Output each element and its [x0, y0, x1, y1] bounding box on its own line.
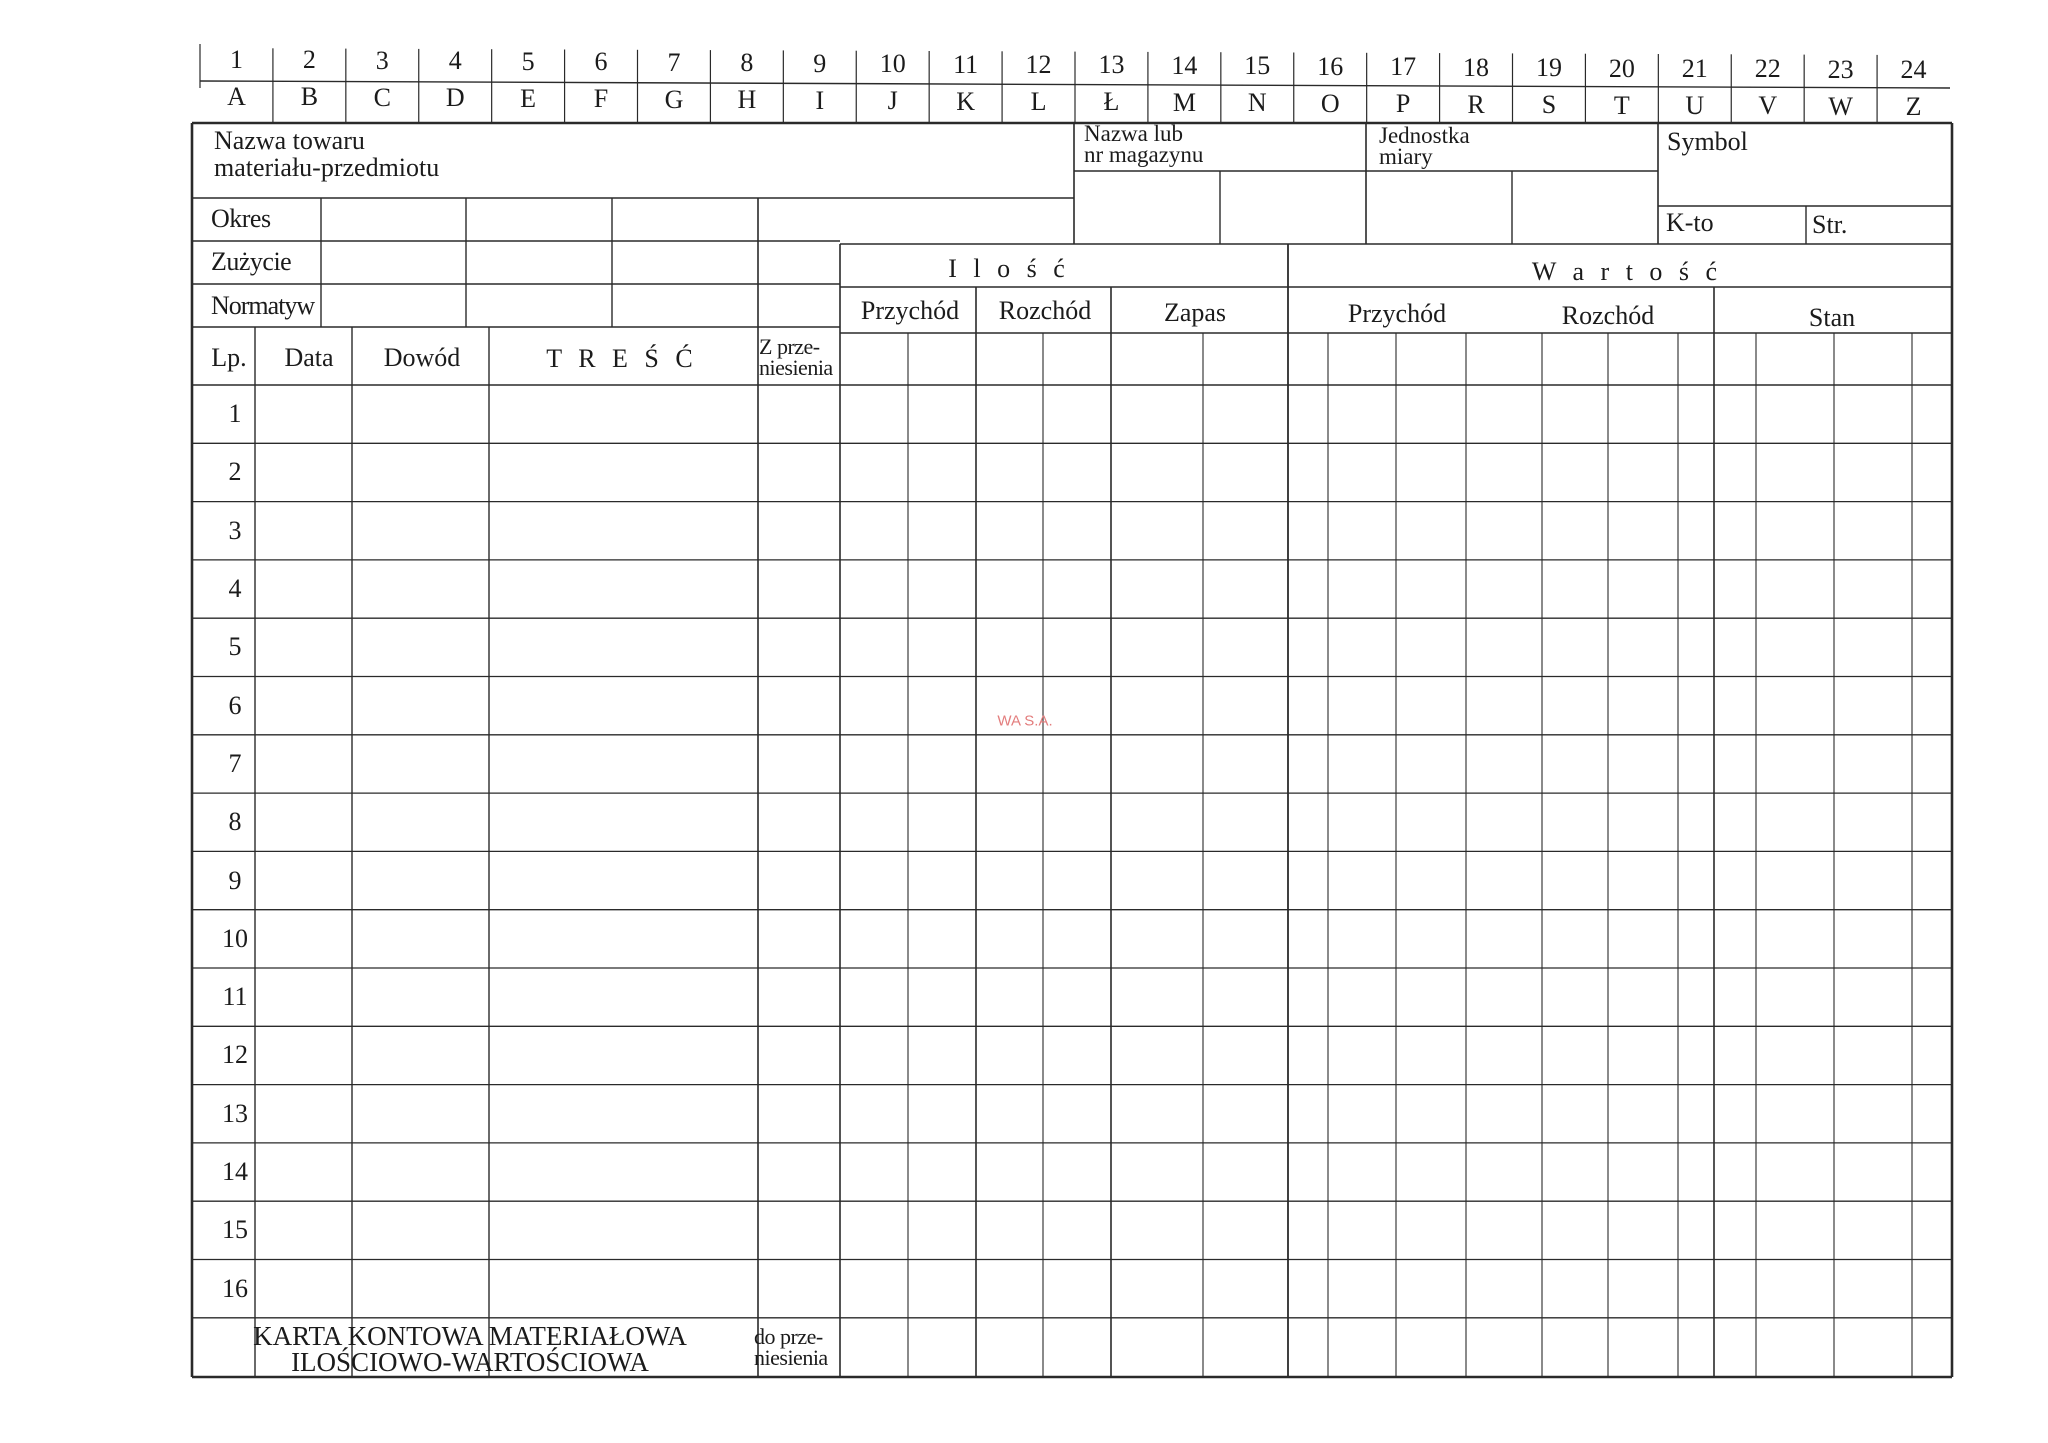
column-number: 2 [302, 45, 316, 75]
form-title [240, 1321, 700, 1377]
proof-header: Dowód [383, 343, 461, 372]
row-number: 12 [222, 1040, 248, 1070]
column-letter: J [887, 86, 898, 116]
column-letter: Z [1905, 92, 1922, 122]
column-letter: T [1613, 90, 1630, 120]
column-number: 19 [1535, 53, 1562, 83]
column-number: 18 [1463, 52, 1490, 82]
lp-header: Lp. [211, 343, 247, 372]
column-number: 10 [879, 49, 906, 79]
row-number: 6 [228, 690, 242, 720]
row-number: 16 [222, 1273, 248, 1303]
form-title-line2: ILOŚCIOWO-WARTOŚCIOWA [291, 1346, 649, 1377]
column-number: 12 [1025, 49, 1052, 79]
column-number: 21 [1681, 54, 1708, 83]
watermark-text: WA S.A. [997, 712, 1053, 730]
column-number: 13 [1098, 50, 1125, 80]
column-letter: E [520, 83, 537, 113]
warehouse-label-line1: Nazwa lub [1084, 121, 1183, 146]
warehouse-label-line2: nr magazynu [1084, 142, 1204, 168]
unit-label-line2: miary [1379, 144, 1433, 170]
quantity-stock-header: Zapas [1163, 298, 1227, 327]
usage-label: Zużycie [211, 247, 292, 276]
carried-over-line2: niesienia [759, 354, 833, 380]
column-letter: S [1541, 90, 1557, 120]
account-label: K-to [1666, 208, 1714, 237]
value-income-header: Przychód [1347, 299, 1447, 328]
period-label: Okres [211, 204, 271, 233]
unit-label-line1: Jednostka [1379, 123, 1470, 148]
column-letter: H [737, 85, 757, 115]
row-number: 2 [228, 457, 242, 487]
column-number: 14 [1171, 50, 1198, 80]
carried-over-line1: Z prze- [759, 334, 820, 359]
column-letter: Ł [1103, 87, 1120, 117]
norm-label: Normatyw [211, 291, 315, 320]
column-number: 3 [375, 45, 389, 75]
unit-label [1379, 123, 1470, 170]
quantity-income-header: Przychód [860, 296, 960, 325]
item-name-label-line2: materiału-przedmiotu [214, 153, 440, 183]
column-letter: A [227, 82, 246, 111]
column-number: 8 [740, 48, 754, 78]
column-letter: C [373, 82, 391, 112]
column-letter: O [1320, 88, 1340, 118]
symbol-label: Symbol [1667, 127, 1748, 156]
column-letter: M [1172, 87, 1196, 117]
content-header: T R E Ś Ć [546, 344, 698, 373]
column-letter: K [956, 86, 976, 116]
item-name-label [214, 127, 439, 182]
row-number: 14 [222, 1157, 248, 1187]
column-letter: G [664, 84, 684, 114]
carry-forward-line1: do prze- [754, 1324, 823, 1349]
column-number: 16 [1317, 51, 1344, 81]
column-letter: P [1395, 89, 1411, 119]
column-number: 9 [813, 48, 827, 78]
carried-over-header [759, 334, 833, 380]
column-number: 6 [594, 47, 608, 77]
value-group-header: W a r t o ś ć [1531, 257, 1723, 286]
carry-forward-label [754, 1324, 828, 1370]
item-name-label-line1: Nazwa towaru [214, 126, 365, 155]
column-letter: N [1247, 88, 1267, 118]
row-number: 10 [222, 923, 248, 953]
column-letter: R [1467, 89, 1485, 119]
page-label: Str. [1812, 210, 1848, 239]
column-number: 5 [521, 46, 535, 76]
column-letter: U [1685, 91, 1705, 120]
row-number: 13 [222, 1098, 248, 1128]
column-letter: B [300, 82, 319, 112]
row-number: 3 [228, 515, 242, 545]
column-number: 1 [229, 45, 243, 74]
column-number: 24 [1900, 55, 1927, 85]
value-outgo-header: Rozchód [1561, 301, 1655, 330]
row-number: 9 [228, 865, 242, 895]
row-number: 11 [222, 982, 248, 1012]
date-header: Data [284, 343, 334, 372]
quantity-group-header: I l o ś ć [948, 254, 1070, 283]
row-number: 15 [222, 1215, 248, 1245]
quantity-outgo-header: Rozchód [998, 296, 1092, 325]
column-number: 20 [1608, 53, 1635, 83]
column-letter: W [1828, 91, 1853, 121]
column-number: 15 [1244, 51, 1271, 81]
row-number: 1 [228, 399, 242, 429]
warehouse-label [1084, 121, 1204, 168]
column-number: 22 [1754, 54, 1781, 84]
form-title-line1: KARTA KONTOWA MATERIAŁOWA [253, 1321, 687, 1351]
column-number: 23 [1827, 54, 1854, 84]
row-number: 7 [228, 748, 242, 778]
row-number: 5 [228, 632, 242, 662]
row-number: 8 [228, 807, 242, 837]
column-letter: V [1758, 91, 1778, 121]
row-number: 4 [228, 574, 242, 604]
column-number: 4 [448, 46, 462, 76]
value-balance-header: Stan [1808, 303, 1856, 332]
column-number: 7 [667, 47, 681, 77]
column-letter: D [445, 83, 465, 113]
carry-forward-line2: niesienia [754, 1344, 828, 1370]
column-number: 17 [1390, 52, 1417, 82]
column-letter: L [1030, 86, 1047, 116]
column-number: 11 [953, 49, 979, 79]
column-letter: F [593, 84, 609, 114]
column-letter: I [815, 85, 825, 115]
